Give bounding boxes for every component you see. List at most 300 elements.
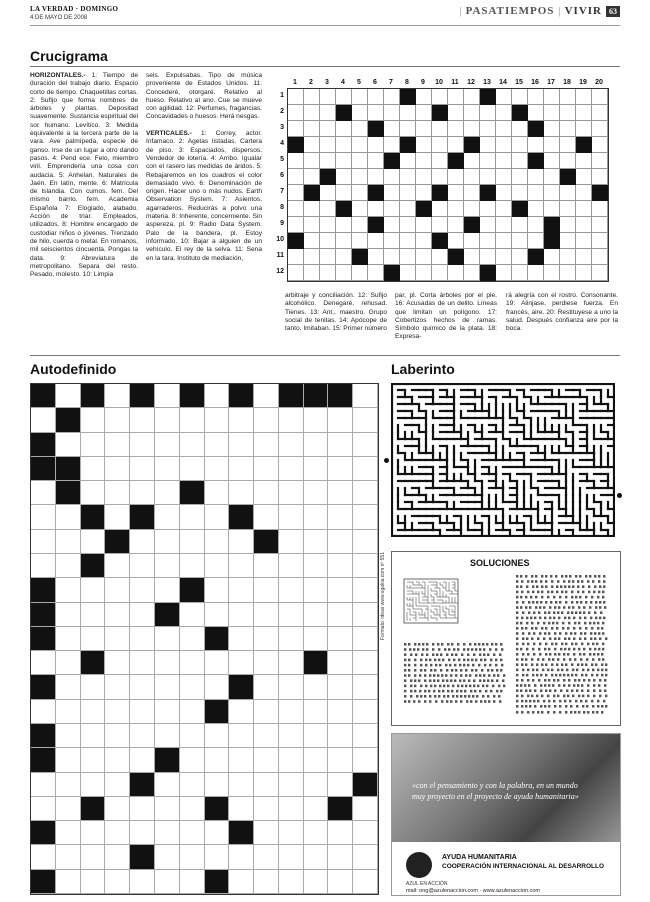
- autodefinido-cell[interactable]: [81, 870, 106, 894]
- autodefinido-cell[interactable]: [155, 554, 180, 578]
- autodefinido-cell[interactable]: [130, 870, 155, 894]
- autodefinido-cell[interactable]: [81, 408, 106, 432]
- autodefinido-cell[interactable]: [353, 724, 378, 748]
- autodefinido-cell[interactable]: [56, 797, 81, 821]
- autodefinido-cell[interactable]: [130, 481, 155, 505]
- crossword-cell[interactable]: [288, 201, 304, 217]
- crossword-cell[interactable]: [432, 105, 448, 121]
- crossword-cell[interactable]: [352, 153, 368, 169]
- autodefinido-cell[interactable]: [304, 821, 329, 845]
- autodefinido-cell[interactable]: [81, 773, 106, 797]
- autodefinido-cell[interactable]: [81, 481, 106, 505]
- autodefinido-cell[interactable]: [130, 578, 155, 602]
- autodefinido-cell[interactable]: [279, 505, 304, 529]
- crossword-cell[interactable]: [304, 233, 320, 249]
- crossword-cell[interactable]: [400, 249, 416, 265]
- autodefinido-cell[interactable]: [180, 433, 205, 457]
- crossword-cell[interactable]: [544, 153, 560, 169]
- autodefinido-cell[interactable]: [105, 457, 130, 481]
- crossword-cell[interactable]: [512, 185, 528, 201]
- autodefinido-cell[interactable]: [353, 481, 378, 505]
- crossword-cell[interactable]: [544, 89, 560, 105]
- autodefinido-cell[interactable]: [205, 821, 230, 845]
- crossword-cell[interactable]: [304, 249, 320, 265]
- autodefinido-cell[interactable]: [155, 457, 180, 481]
- crossword-cell[interactable]: [384, 121, 400, 137]
- autodefinido-cell[interactable]: [130, 408, 155, 432]
- crossword-cell[interactable]: [384, 249, 400, 265]
- autodefinido-cell[interactable]: [205, 845, 230, 869]
- crossword-cell[interactable]: [560, 121, 576, 137]
- autodefinido-cell[interactable]: [31, 773, 56, 797]
- autodefinido-cell[interactable]: [304, 554, 329, 578]
- autodefinido-cell[interactable]: [328, 748, 353, 772]
- crossword-cell[interactable]: [384, 105, 400, 121]
- crossword-cell[interactable]: [384, 89, 400, 105]
- crossword-cell[interactable]: [496, 105, 512, 121]
- autodefinido-cell[interactable]: [279, 481, 304, 505]
- crossword-cell[interactable]: [528, 201, 544, 217]
- autodefinido-cell[interactable]: [56, 870, 81, 894]
- crossword-cell[interactable]: [352, 105, 368, 121]
- crossword-cell[interactable]: [416, 105, 432, 121]
- crossword-cell[interactable]: [384, 233, 400, 249]
- autodefinido-cell[interactable]: [31, 481, 56, 505]
- crossword-cell[interactable]: [592, 153, 608, 169]
- crossword-cell[interactable]: [288, 169, 304, 185]
- autodefinido-cell[interactable]: [180, 627, 205, 651]
- crossword-cell[interactable]: [480, 153, 496, 169]
- crossword-cell[interactable]: [368, 137, 384, 153]
- crossword-cell[interactable]: [320, 137, 336, 153]
- crossword-cell[interactable]: [464, 121, 480, 137]
- crossword-cell[interactable]: [336, 137, 352, 153]
- crossword-cell[interactable]: [320, 233, 336, 249]
- crossword-cell[interactable]: [352, 89, 368, 105]
- crossword-cell[interactable]: [368, 153, 384, 169]
- autodefinido-cell[interactable]: [105, 651, 130, 675]
- autodefinido-cell[interactable]: [279, 675, 304, 699]
- autodefinido-cell[interactable]: [155, 384, 180, 408]
- autodefinido-cell[interactable]: [105, 821, 130, 845]
- crossword-cell[interactable]: [320, 217, 336, 233]
- autodefinido-cell[interactable]: [229, 627, 254, 651]
- crossword-cell[interactable]: [352, 249, 368, 265]
- autodefinido-cell[interactable]: [254, 773, 279, 797]
- autodefinido-cell[interactable]: [56, 651, 81, 675]
- crossword-cell[interactable]: [432, 89, 448, 105]
- autodefinido-cell[interactable]: [81, 845, 106, 869]
- crossword-cell[interactable]: [528, 89, 544, 105]
- autodefinido-cell[interactable]: [205, 603, 230, 627]
- crossword-cell[interactable]: [528, 233, 544, 249]
- crossword-cell[interactable]: [464, 233, 480, 249]
- autodefinido-cell[interactable]: [279, 433, 304, 457]
- autodefinido-cell[interactable]: [328, 554, 353, 578]
- crossword-cell[interactable]: [592, 105, 608, 121]
- autodefinido-cell[interactable]: [304, 797, 329, 821]
- crossword-cell[interactable]: [368, 233, 384, 249]
- crossword-cell[interactable]: [400, 121, 416, 137]
- autodefinido-cell[interactable]: [56, 845, 81, 869]
- autodefinido-cell[interactable]: [328, 505, 353, 529]
- autodefinido-cell[interactable]: [279, 870, 304, 894]
- crossword-cell[interactable]: [304, 265, 320, 281]
- crossword-cell[interactable]: [400, 265, 416, 281]
- crossword-cell[interactable]: [464, 185, 480, 201]
- autodefinido-cell[interactable]: [81, 603, 106, 627]
- autodefinido-cell[interactable]: [254, 845, 279, 869]
- autodefinido-cell[interactable]: [81, 457, 106, 481]
- crossword-cell[interactable]: [384, 265, 400, 281]
- crossword-cell[interactable]: [304, 89, 320, 105]
- crossword-cell[interactable]: [368, 201, 384, 217]
- autodefinido-cell[interactable]: [304, 870, 329, 894]
- crossword-cell[interactable]: [544, 105, 560, 121]
- autodefinido-cell[interactable]: [353, 433, 378, 457]
- autodefinido-cell[interactable]: [304, 845, 329, 869]
- crossword-cell[interactable]: [496, 217, 512, 233]
- autodefinido-cell[interactable]: [130, 457, 155, 481]
- crossword-cell[interactable]: [336, 233, 352, 249]
- autodefinido-cell[interactable]: [180, 505, 205, 529]
- autodefinido-cell[interactable]: [353, 821, 378, 845]
- crossword-cell[interactable]: [320, 105, 336, 121]
- crossword-cell[interactable]: [560, 217, 576, 233]
- autodefinido-cell[interactable]: [105, 554, 130, 578]
- crossword-cell[interactable]: [448, 169, 464, 185]
- autodefinido-cell[interactable]: [328, 627, 353, 651]
- crossword-cell[interactable]: [352, 121, 368, 137]
- crossword-cell[interactable]: [336, 217, 352, 233]
- crossword-cell[interactable]: [544, 185, 560, 201]
- autodefinido-cell[interactable]: [31, 530, 56, 554]
- autodefinido-cell[interactable]: [254, 433, 279, 457]
- crossword-cell[interactable]: [384, 201, 400, 217]
- crossword-cell[interactable]: [304, 137, 320, 153]
- autodefinido-cell[interactable]: [254, 748, 279, 772]
- crossword-cell[interactable]: [480, 185, 496, 201]
- crossword-cell[interactable]: [512, 265, 528, 281]
- autodefinido-cell[interactable]: [328, 457, 353, 481]
- crossword-cell[interactable]: [528, 153, 544, 169]
- crossword-cell[interactable]: [304, 185, 320, 201]
- crossword-cell[interactable]: [352, 169, 368, 185]
- autodefinido-cell[interactable]: [105, 675, 130, 699]
- crossword-cell[interactable]: [560, 233, 576, 249]
- crossword-cell[interactable]: [384, 169, 400, 185]
- autodefinido-cell[interactable]: [254, 384, 279, 408]
- autodefinido-cell[interactable]: [304, 603, 329, 627]
- crossword-cell[interactable]: [288, 121, 304, 137]
- crossword-cell[interactable]: [576, 201, 592, 217]
- crossword-cell[interactable]: [416, 185, 432, 201]
- crossword-cell[interactable]: [384, 153, 400, 169]
- crossword-cell[interactable]: [576, 233, 592, 249]
- autodefinido-cell[interactable]: [56, 675, 81, 699]
- crossword-cell[interactable]: [368, 121, 384, 137]
- crossword-cell[interactable]: [480, 137, 496, 153]
- crossword-cell[interactable]: [496, 249, 512, 265]
- autodefinido-cell[interactable]: [180, 651, 205, 675]
- autodefinido-cell[interactable]: [353, 578, 378, 602]
- autodefinido-cell[interactable]: [155, 481, 180, 505]
- crossword-cell[interactable]: [416, 153, 432, 169]
- autodefinido-cell[interactable]: [254, 700, 279, 724]
- autodefinido-cell[interactable]: [328, 821, 353, 845]
- autodefinido-cell[interactable]: [155, 627, 180, 651]
- autodefinido-cell[interactable]: [180, 821, 205, 845]
- crossword-cell[interactable]: [416, 89, 432, 105]
- crossword-cell[interactable]: [288, 89, 304, 105]
- crossword-cell[interactable]: [464, 201, 480, 217]
- autodefinido-cell[interactable]: [155, 408, 180, 432]
- autodefinido-cell[interactable]: [229, 554, 254, 578]
- crossword-cell[interactable]: [288, 185, 304, 201]
- autodefinido-cell[interactable]: [56, 700, 81, 724]
- crossword-cell[interactable]: [512, 233, 528, 249]
- crossword-cell[interactable]: [432, 217, 448, 233]
- autodefinido-cell[interactable]: [180, 700, 205, 724]
- ad-contact[interactable]: mail: ong@azulenaccion.com · www.azulenaccion.com: [406, 888, 540, 894]
- crossword-cell[interactable]: [400, 233, 416, 249]
- crossword-cell[interactable]: [528, 105, 544, 121]
- crossword-cell[interactable]: [416, 121, 432, 137]
- crossword-cell[interactable]: [560, 89, 576, 105]
- autodefinido-cell[interactable]: [31, 700, 56, 724]
- autodefinido-cell[interactable]: [353, 603, 378, 627]
- crossword-cell[interactable]: [400, 185, 416, 201]
- crossword-cell[interactable]: [352, 265, 368, 281]
- crossword-cell[interactable]: [592, 137, 608, 153]
- crossword-cell[interactable]: [400, 217, 416, 233]
- autodefinido-cell[interactable]: [130, 554, 155, 578]
- autodefinido-cell[interactable]: [304, 505, 329, 529]
- crossword-cell[interactable]: [544, 249, 560, 265]
- crossword-cell[interactable]: [480, 169, 496, 185]
- crossword-cell[interactable]: [352, 185, 368, 201]
- autodefinido-cell[interactable]: [304, 530, 329, 554]
- autodefinido-cell[interactable]: [304, 700, 329, 724]
- autodefinido-cell[interactable]: [304, 675, 329, 699]
- autodefinido-cell[interactable]: [130, 821, 155, 845]
- autodefinido-cell[interactable]: [254, 408, 279, 432]
- autodefinido-cell[interactable]: [304, 724, 329, 748]
- crossword-cell[interactable]: [336, 185, 352, 201]
- autodefinido-cell[interactable]: [353, 554, 378, 578]
- autodefinido-cell[interactable]: [353, 457, 378, 481]
- autodefinido-cell[interactable]: [229, 724, 254, 748]
- crossword-cell[interactable]: [496, 169, 512, 185]
- crossword-cell[interactable]: [496, 233, 512, 249]
- autodefinido-cell[interactable]: [130, 700, 155, 724]
- autodefinido-cell[interactable]: [254, 797, 279, 821]
- autodefinido-cell[interactable]: [180, 870, 205, 894]
- crossword-cell[interactable]: [544, 169, 560, 185]
- autodefinido-cell[interactable]: [180, 797, 205, 821]
- autodefinido-cell[interactable]: [155, 870, 180, 894]
- autodefinido-cell[interactable]: [205, 773, 230, 797]
- autodefinido-cell[interactable]: [180, 457, 205, 481]
- autodefinido-cell[interactable]: [353, 384, 378, 408]
- crossword-cell[interactable]: [352, 233, 368, 249]
- crossword-cell[interactable]: [512, 137, 528, 153]
- autodefinido-cell[interactable]: [353, 530, 378, 554]
- autodefinido-cell[interactable]: [328, 845, 353, 869]
- autodefinido-cell[interactable]: [130, 675, 155, 699]
- autodefinido-cell[interactable]: [205, 384, 230, 408]
- crossword-cell[interactable]: [544, 265, 560, 281]
- crossword-cell[interactable]: [304, 153, 320, 169]
- crossword-cell[interactable]: [368, 185, 384, 201]
- crossword-cell[interactable]: [336, 201, 352, 217]
- crossword-cell[interactable]: [480, 121, 496, 137]
- autodefinido-cell[interactable]: [81, 433, 106, 457]
- autodefinido-cell[interactable]: [229, 700, 254, 724]
- autodefinido-cell[interactable]: [130, 748, 155, 772]
- autodefinido-cell[interactable]: [229, 651, 254, 675]
- autodefinido-cell[interactable]: [254, 481, 279, 505]
- autodefinido-cell[interactable]: [205, 675, 230, 699]
- autodefinido-cell[interactable]: [81, 724, 106, 748]
- crossword-cell[interactable]: [544, 137, 560, 153]
- autodefinido-cell[interactable]: [56, 578, 81, 602]
- autodefinido-cell[interactable]: [180, 408, 205, 432]
- crossword-cell[interactable]: [400, 201, 416, 217]
- autodefinido-cell[interactable]: [353, 797, 378, 821]
- autodefinido-cell[interactable]: [180, 724, 205, 748]
- crossword-cell[interactable]: [576, 137, 592, 153]
- autodefinido-cell[interactable]: [328, 700, 353, 724]
- autodefinido-cell[interactable]: [130, 627, 155, 651]
- autodefinido-cell[interactable]: [155, 700, 180, 724]
- crossword-cell[interactable]: [528, 249, 544, 265]
- autodefinido-cell[interactable]: [304, 773, 329, 797]
- autodefinido-cell[interactable]: [155, 530, 180, 554]
- autodefinido-cell[interactable]: [304, 408, 329, 432]
- autodefinido-cell[interactable]: [105, 748, 130, 772]
- crossword-cell[interactable]: [528, 121, 544, 137]
- autodefinido-cell[interactable]: [81, 748, 106, 772]
- crossword-cell[interactable]: [512, 153, 528, 169]
- crossword-cell[interactable]: [464, 137, 480, 153]
- crossword-cell[interactable]: [432, 153, 448, 169]
- crossword-cell[interactable]: [352, 201, 368, 217]
- crossword-cell[interactable]: [416, 265, 432, 281]
- crossword-cell[interactable]: [320, 89, 336, 105]
- autodefinido-cell[interactable]: [105, 384, 130, 408]
- autodefinido-cell[interactable]: [205, 748, 230, 772]
- crossword-cell[interactable]: [464, 89, 480, 105]
- autodefinido-cell[interactable]: [105, 627, 130, 651]
- autodefinido-cell[interactable]: [105, 505, 130, 529]
- crossword-cell[interactable]: [400, 169, 416, 185]
- autodefinido-cell[interactable]: [279, 603, 304, 627]
- crossword-cell[interactable]: [400, 105, 416, 121]
- autodefinido-cell[interactable]: [81, 700, 106, 724]
- autodefinido-cell[interactable]: [56, 627, 81, 651]
- autodefinido-cell[interactable]: [155, 821, 180, 845]
- autodefinido-cell[interactable]: [279, 797, 304, 821]
- crossword-cell[interactable]: [496, 89, 512, 105]
- autodefinido-cell[interactable]: [130, 603, 155, 627]
- crossword-cell[interactable]: [592, 89, 608, 105]
- crossword-cell[interactable]: [480, 105, 496, 121]
- autodefinido-cell[interactable]: [105, 724, 130, 748]
- autodefinido-cell[interactable]: [130, 651, 155, 675]
- crossword-cell[interactable]: [304, 201, 320, 217]
- autodefinido-cell[interactable]: [180, 845, 205, 869]
- autodefinido-cell[interactable]: [328, 773, 353, 797]
- crossword-cell[interactable]: [448, 121, 464, 137]
- crossword-cell[interactable]: [336, 169, 352, 185]
- autodefinido-cell[interactable]: [31, 845, 56, 869]
- crossword-cell[interactable]: [480, 233, 496, 249]
- autodefinido-cell[interactable]: [279, 845, 304, 869]
- autodefinido-cell[interactable]: [105, 870, 130, 894]
- autodefinido-cell[interactable]: [205, 481, 230, 505]
- autodefinido-cell[interactable]: [279, 530, 304, 554]
- autodefinido-cell[interactable]: [130, 724, 155, 748]
- autodefinido-cell[interactable]: [205, 724, 230, 748]
- crossword-cell[interactable]: [576, 217, 592, 233]
- autodefinido-cell[interactable]: [205, 457, 230, 481]
- crossword-cell[interactable]: [400, 89, 416, 105]
- crossword-cell[interactable]: [304, 121, 320, 137]
- autodefinido-cell[interactable]: [56, 554, 81, 578]
- crossword-cell[interactable]: [544, 233, 560, 249]
- crossword-cell[interactable]: [528, 137, 544, 153]
- crossword-cell[interactable]: [288, 265, 304, 281]
- autodefinido-cell[interactable]: [155, 845, 180, 869]
- crossword-cell[interactable]: [496, 153, 512, 169]
- autodefinido-cell[interactable]: [31, 505, 56, 529]
- crossword-cell[interactable]: [432, 169, 448, 185]
- autodefinido-cell[interactable]: [205, 433, 230, 457]
- crossword-cell[interactable]: [544, 121, 560, 137]
- autodefinido-cell[interactable]: [279, 700, 304, 724]
- autodefinido-cell[interactable]: [229, 408, 254, 432]
- crossword-cell[interactable]: [560, 169, 576, 185]
- crossword-cell[interactable]: [448, 89, 464, 105]
- autodefinido-cell[interactable]: [56, 384, 81, 408]
- crossword-cell[interactable]: [432, 185, 448, 201]
- crossword-cell[interactable]: [464, 105, 480, 121]
- autodefinido-cell[interactable]: [279, 578, 304, 602]
- crossword-cell[interactable]: [480, 89, 496, 105]
- crossword-cell[interactable]: [496, 185, 512, 201]
- crossword-cell[interactable]: [320, 265, 336, 281]
- crossword-cell[interactable]: [560, 249, 576, 265]
- crossword-cell[interactable]: [448, 105, 464, 121]
- autodefinido-cell[interactable]: [229, 773, 254, 797]
- crossword-cell[interactable]: [448, 153, 464, 169]
- crossword-cell[interactable]: [560, 105, 576, 121]
- autodefinido-cell[interactable]: [353, 627, 378, 651]
- autodefinido-cell[interactable]: [205, 578, 230, 602]
- autodefinido-cell[interactable]: [205, 530, 230, 554]
- crossword-cell[interactable]: [560, 137, 576, 153]
- crossword-cell[interactable]: [512, 89, 528, 105]
- autodefinido-cell[interactable]: [31, 797, 56, 821]
- crossword-cell[interactable]: [288, 153, 304, 169]
- autodefinido-cell[interactable]: [81, 578, 106, 602]
- autodefinido-cell[interactable]: [353, 651, 378, 675]
- crossword-cell[interactable]: [320, 185, 336, 201]
- autodefinido-cell[interactable]: [180, 603, 205, 627]
- autodefinido-cell[interactable]: [180, 748, 205, 772]
- crossword-cell[interactable]: [320, 169, 336, 185]
